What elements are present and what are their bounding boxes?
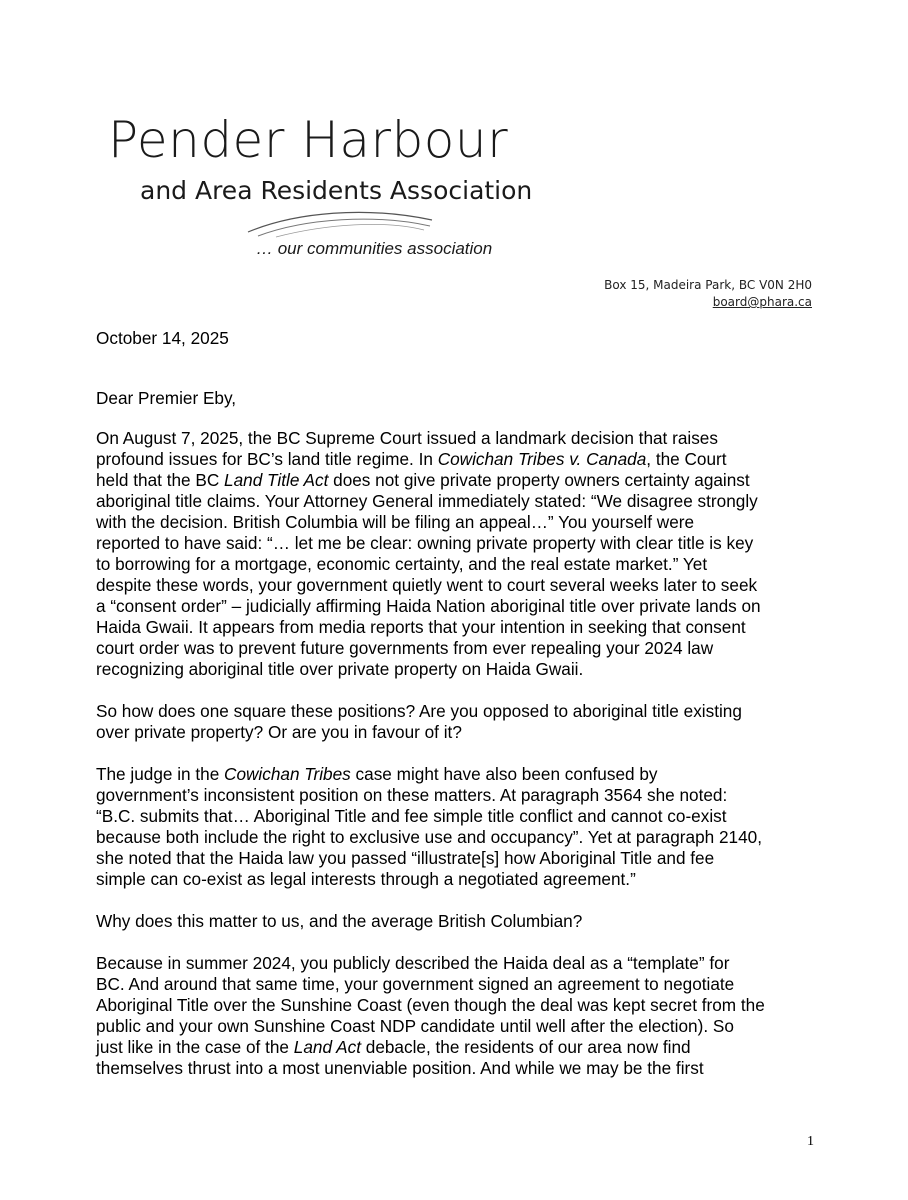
text-line: over private property? Or are you in favour of it? (96, 722, 462, 742)
text-line: despite these words, your government quietly went to court several weeks later to seek (96, 575, 758, 595)
salutation: Dear Premier Eby, (96, 388, 237, 408)
text-line: Aboriginal Title over the Sunshine Coast (even though the deal was kept secret from the (96, 995, 765, 1015)
text-line: Why does this matter to us, and the average British Columbian? (96, 911, 583, 931)
text-line: “B.C. submits that… Aboriginal Title and fee simple title conflict and cannot co-exist (96, 806, 727, 826)
paragraph-4 (96, 911, 821, 932)
page-number: 1 (807, 1134, 814, 1149)
case-name: Cowichan Tribes (224, 764, 351, 784)
paragraph-3 (96, 764, 821, 890)
text-line: simple can co-exist as legal interests through a negotiated agreement.” (96, 869, 636, 889)
text-line: because both include the right to exclusive use and occupancy”. Yet at paragraph 2140, (96, 827, 762, 847)
text-line: profound issues for BC’s land title regime. In Cowichan Tribes v. Canada, the Court (96, 449, 727, 469)
text-line: a “consent order” – judicially affirming Haida Nation aboriginal title over private lands on (96, 596, 761, 616)
statute-name: Land Act (293, 1037, 361, 1057)
letter-body (96, 328, 821, 1100)
text-line: government’s inconsistent position on these matters. At paragraph 3564 she noted: (96, 785, 728, 805)
text-line: just like in the case of the Land Act debacle, the residents of our area now find (96, 1037, 691, 1057)
text-line: So how does one square these positions? Are you opposed to aboriginal title existing (96, 701, 742, 721)
org-subtitle: and Area Residents Association (140, 176, 533, 205)
tagline: … our communities association (256, 239, 493, 258)
text-line: recognizing aboriginal title over private property on Haida Gwaii. (96, 659, 584, 679)
paragraph-2 (96, 701, 821, 743)
mailing-address: Box 15, Madeira Park, BC V0N 2H0 (604, 278, 812, 292)
case-name: Cowichan Tribes v. Canada (437, 449, 647, 469)
swoosh-icon (246, 206, 436, 238)
paragraph-5 (96, 953, 821, 1079)
statute-name: Land Title Act (224, 470, 329, 490)
paragraph-1 (96, 428, 821, 680)
text-line: court order was to prevent future governments from ever repealing your 2024 law (96, 638, 714, 658)
letter-date: October 14, 2025 (96, 328, 229, 348)
text-line: she noted that the Haida law you passed “illustrate[s] how Aboriginal Title and fee (96, 848, 715, 868)
text-line: held that the BC Land Title Act does not give private property owners certainty against (96, 470, 750, 490)
org-name: Pender Harbour (108, 111, 509, 169)
text-line: The judge in the Cowichan Tribes case might have also been confused by (96, 764, 658, 784)
text-line: Haida Gwaii. It appears from media reports that your intention in seeking that consent (96, 617, 746, 637)
email-link[interactable]: board@phara.ca (712, 295, 812, 309)
letterhead (0, 0, 908, 270)
text-line: to borrowing for a mortgage, economic certainty, and the real estate market.” Yet (96, 554, 708, 574)
text-line: public and your own Sunshine Coast NDP candidate until well after the election). So (96, 1016, 734, 1036)
text-line: On August 7, 2025, the BC Supreme Court issued a landmark decision that raises (96, 428, 718, 448)
address-block (604, 277, 812, 311)
text-line: aboriginal title claims. Your Attorney General immediately stated: “We disagree strongly (96, 491, 758, 511)
text-line: with the decision. British Columbia will be filing an appeal…” You yourself were (96, 512, 695, 532)
text-line: BC. And around that same time, your government signed an agreement to negotiate (96, 974, 735, 994)
text-line: reported to have said: “… let me be clear: owning private property with clear title is key (96, 533, 754, 553)
text-line: Because in summer 2024, you publicly described the Haida deal as a “template” for (96, 953, 730, 973)
text-line: themselves thrust into a most unenviable position. And while we may be the first (96, 1058, 704, 1078)
